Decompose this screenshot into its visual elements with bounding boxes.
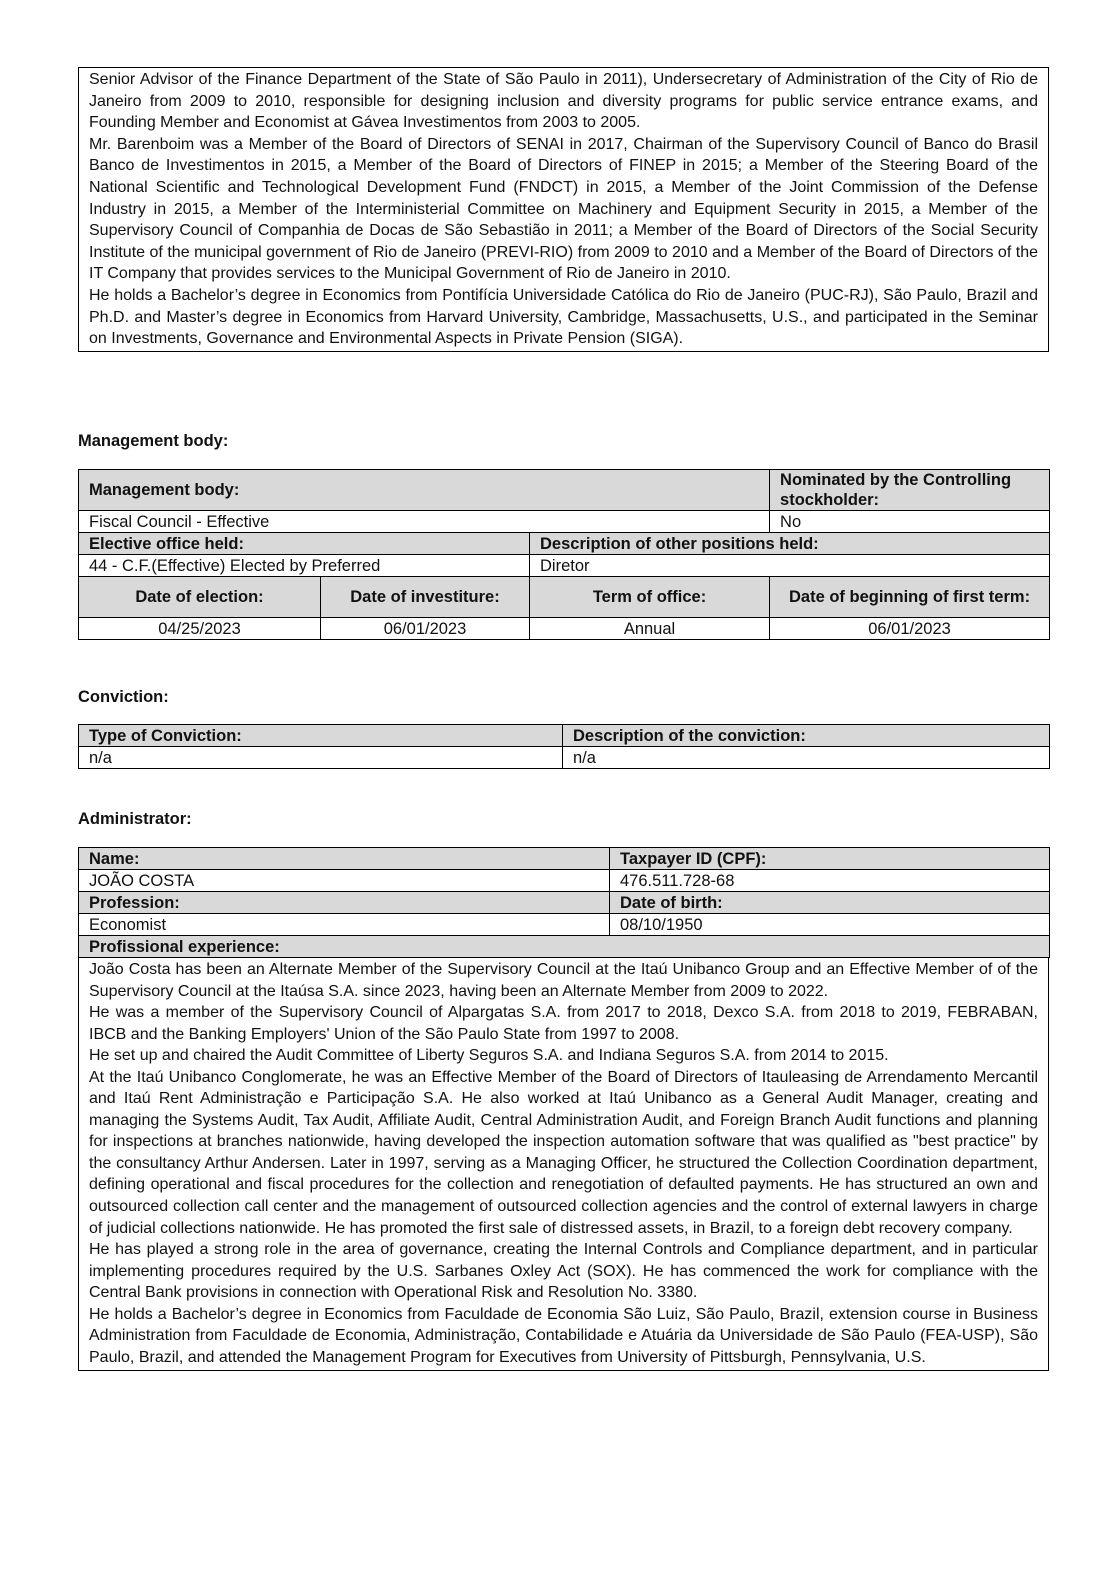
experience-paragraph: He set up and chaired the Audit Committee of Liberty Seguros S.A. and Indiana Seguros S.A. from 2014 to 2015. [89,1047,889,1065]
conviction-heading: Conviction: [78,688,169,706]
experience-label: Profissional experience: [79,936,1050,958]
elective-office-label: Elective office held: [79,533,530,555]
term-label: Term of office: [530,577,770,618]
cpf-value: 476.511.728-68 [610,870,1050,892]
date-election-value: 04/25/2023 [79,618,321,640]
experience-paragraph: He has played a strong role in the area of governance, creating the Internal Controls and Compliance department, and in particular implementing procedures required by the U.S. Sarbanes Oxley Act (SOX). He has commenced the work for compliance with the Central Bank provisions in connection with Operational Risk and Resolution No. 3380. [89,1241,1038,1302]
administrator-heading: Administrator: [78,810,192,828]
nominated-value: No [770,511,1050,533]
conviction-type-value: n/a [79,747,563,769]
experience-paragraph: He holds a Bachelor’s degree in Economics from Faculdade de Economia São Luiz, São Paulo, Brazil, extension course in Business Administration from Faculdade de Economia, Administração, Contabilidade e Atuária da Universidade de São Paulo (FEA-USP), São Paulo, Brazil, and attended the Management Program for Executives from University of Pittsburgh, Pennsylvania, U.S. [89,1305,1038,1366]
intro-paragraph: He holds a Bachelor’s degree in Economics from Pontifícia Universidade Católica do Rio de Janeiro (PUC-RJ), São Paulo, Brazil and Ph.D. and Master’s degree in Economics from Harvard University, Cambridge, Massachusetts, U.S., and participated in the Seminar on Investments, Governance and Environmental Aspects in Private Pension (SIGA). [89,286,1038,348]
management-heading: Management body: [78,432,229,450]
date-election-label: Date of election: [79,577,321,618]
management-body-value: Fiscal Council - Effective [79,511,770,533]
profession-value: Economist [79,914,610,936]
birth-value: 08/10/1950 [610,914,1050,936]
date-investiture-value: 06/01/2023 [321,618,530,640]
elective-office-value: 44 - C.F.(Effective) Elected by Preferred [79,555,530,577]
cpf-label: Taxpayer ID (CPF): [610,848,1050,870]
conviction-type-label: Type of Conviction: [79,725,563,747]
intro-text-box [78,67,1049,352]
management-table-wrap [78,469,1049,640]
name-value: JOÃO COSTA [79,870,610,892]
management-table [78,469,1050,640]
conviction-desc-label: Description of the conviction: [563,725,1050,747]
intro-paragraph: Mr. Barenboim was a Member of the Board of Directors of SENAI in 2017, Chairman of the Supervisory Council of Banco do Brasil Banco de Investimentos in 2015, a Member of the Board of Directors of FINEP in 2015; a Member of the Steering Board of the National Scientific and Technological Development Fund (FNDCT) in 2015, a Member of the Joint Commission of the Defense Industry in 2015, a Member of the Interministerial Committee on Machinery and Equipment Security in 2015, a Member of the Supervisory Council of Companhia de Docas de São Sebastião in 2011; a Member of the Board of Directors of the Social Security Institute of the municipal government of Rio de Janeiro (PREVI-RIO) from 2009 to 2010 and a Member of the Board of Directors of the IT Company that provides services to the Municipal Government of Rio de Janeiro in 2010. [89,135,1038,283]
administrator-table [78,847,1050,958]
administrator-table-wrap [78,847,1049,1371]
experience-box [78,958,1049,1371]
management-body-label: Management body: [79,470,770,511]
experience-paragraph: He was a member of the Supervisory Council of Alpargatas S.A. from 2017 to 2018, Dexco S.A. from 2018 to 2019, FEBRABAN, IBCB and the Banking Employers' Union of the São Paulo State from 1997 to 2008. [89,1004,1038,1043]
conviction-desc-value: n/a [563,747,1050,769]
other-positions-value: Diretor [530,555,1050,577]
term-value: Annual [530,618,770,640]
other-positions-label: Description of other positions held: [530,533,1050,555]
first-term-label: Date of beginning of first term: [770,577,1050,618]
experience-paragraph: João Costa has been an Alternate Member of the Supervisory Council at the Itaú Unibanco Group and an Effective Member of of the Supervisory Council at the Itaúsa S.A. since 2023, having been an Alternate Member from 2009 to 2022. [89,961,1038,1000]
experience-paragraph: At the Itaú Unibanco Conglomerate, he was an Effective Member of the Board of Directors of Itauleasing de Arrendamento Mercantil and Itaú Rent Administração e Participação S.A. He also worked at Itaú Unibanco as a General Audit Manager, creating and managing the Systems Audit, Tax Audit, Affiliate Audit, Central Administration Audit, and Foreign Branch Audit functions and planning for inspections at branches nationwide, having developed the inspection automation software that was qualified as "best practice" by the consultancy Arthur Andersen. Later in 1997, serving as a Managing Officer, he structured the Collection Coordination department, defining operational and fiscal procedures for the collection and renegotiation of defaulted payments. He has structured an own and outsourced collection call center and the management of outsourced collection agencies and the control of external lawyers in charge of judicial collections nationwide. He has promoted the first sale of distressed assets, in Brazil, to a foreign debt recovery company. [89,1068,1038,1237]
first-term-value: 06/01/2023 [770,618,1050,640]
intro-paragraph: Senior Advisor of the Finance Department of the State of São Paulo in 2011), Undersecretary of Administration of the City of Rio de Janeiro from 2009 to 2010, responsible for designing inclusion and diversity programs for public service entrance exams, and Founding Member and Economist at Gávea Investimentos from 2003 to 2005. [89,71,1038,132]
date-investiture-label: Date of investiture: [321,577,530,618]
birth-label: Date of birth: [610,892,1050,914]
profession-label: Profession: [79,892,610,914]
conviction-table [78,724,1050,769]
conviction-table-wrap [78,724,1049,769]
name-label: Name: [79,848,610,870]
nominated-label: Nominated by the Controlling stockholder: [770,470,1050,511]
